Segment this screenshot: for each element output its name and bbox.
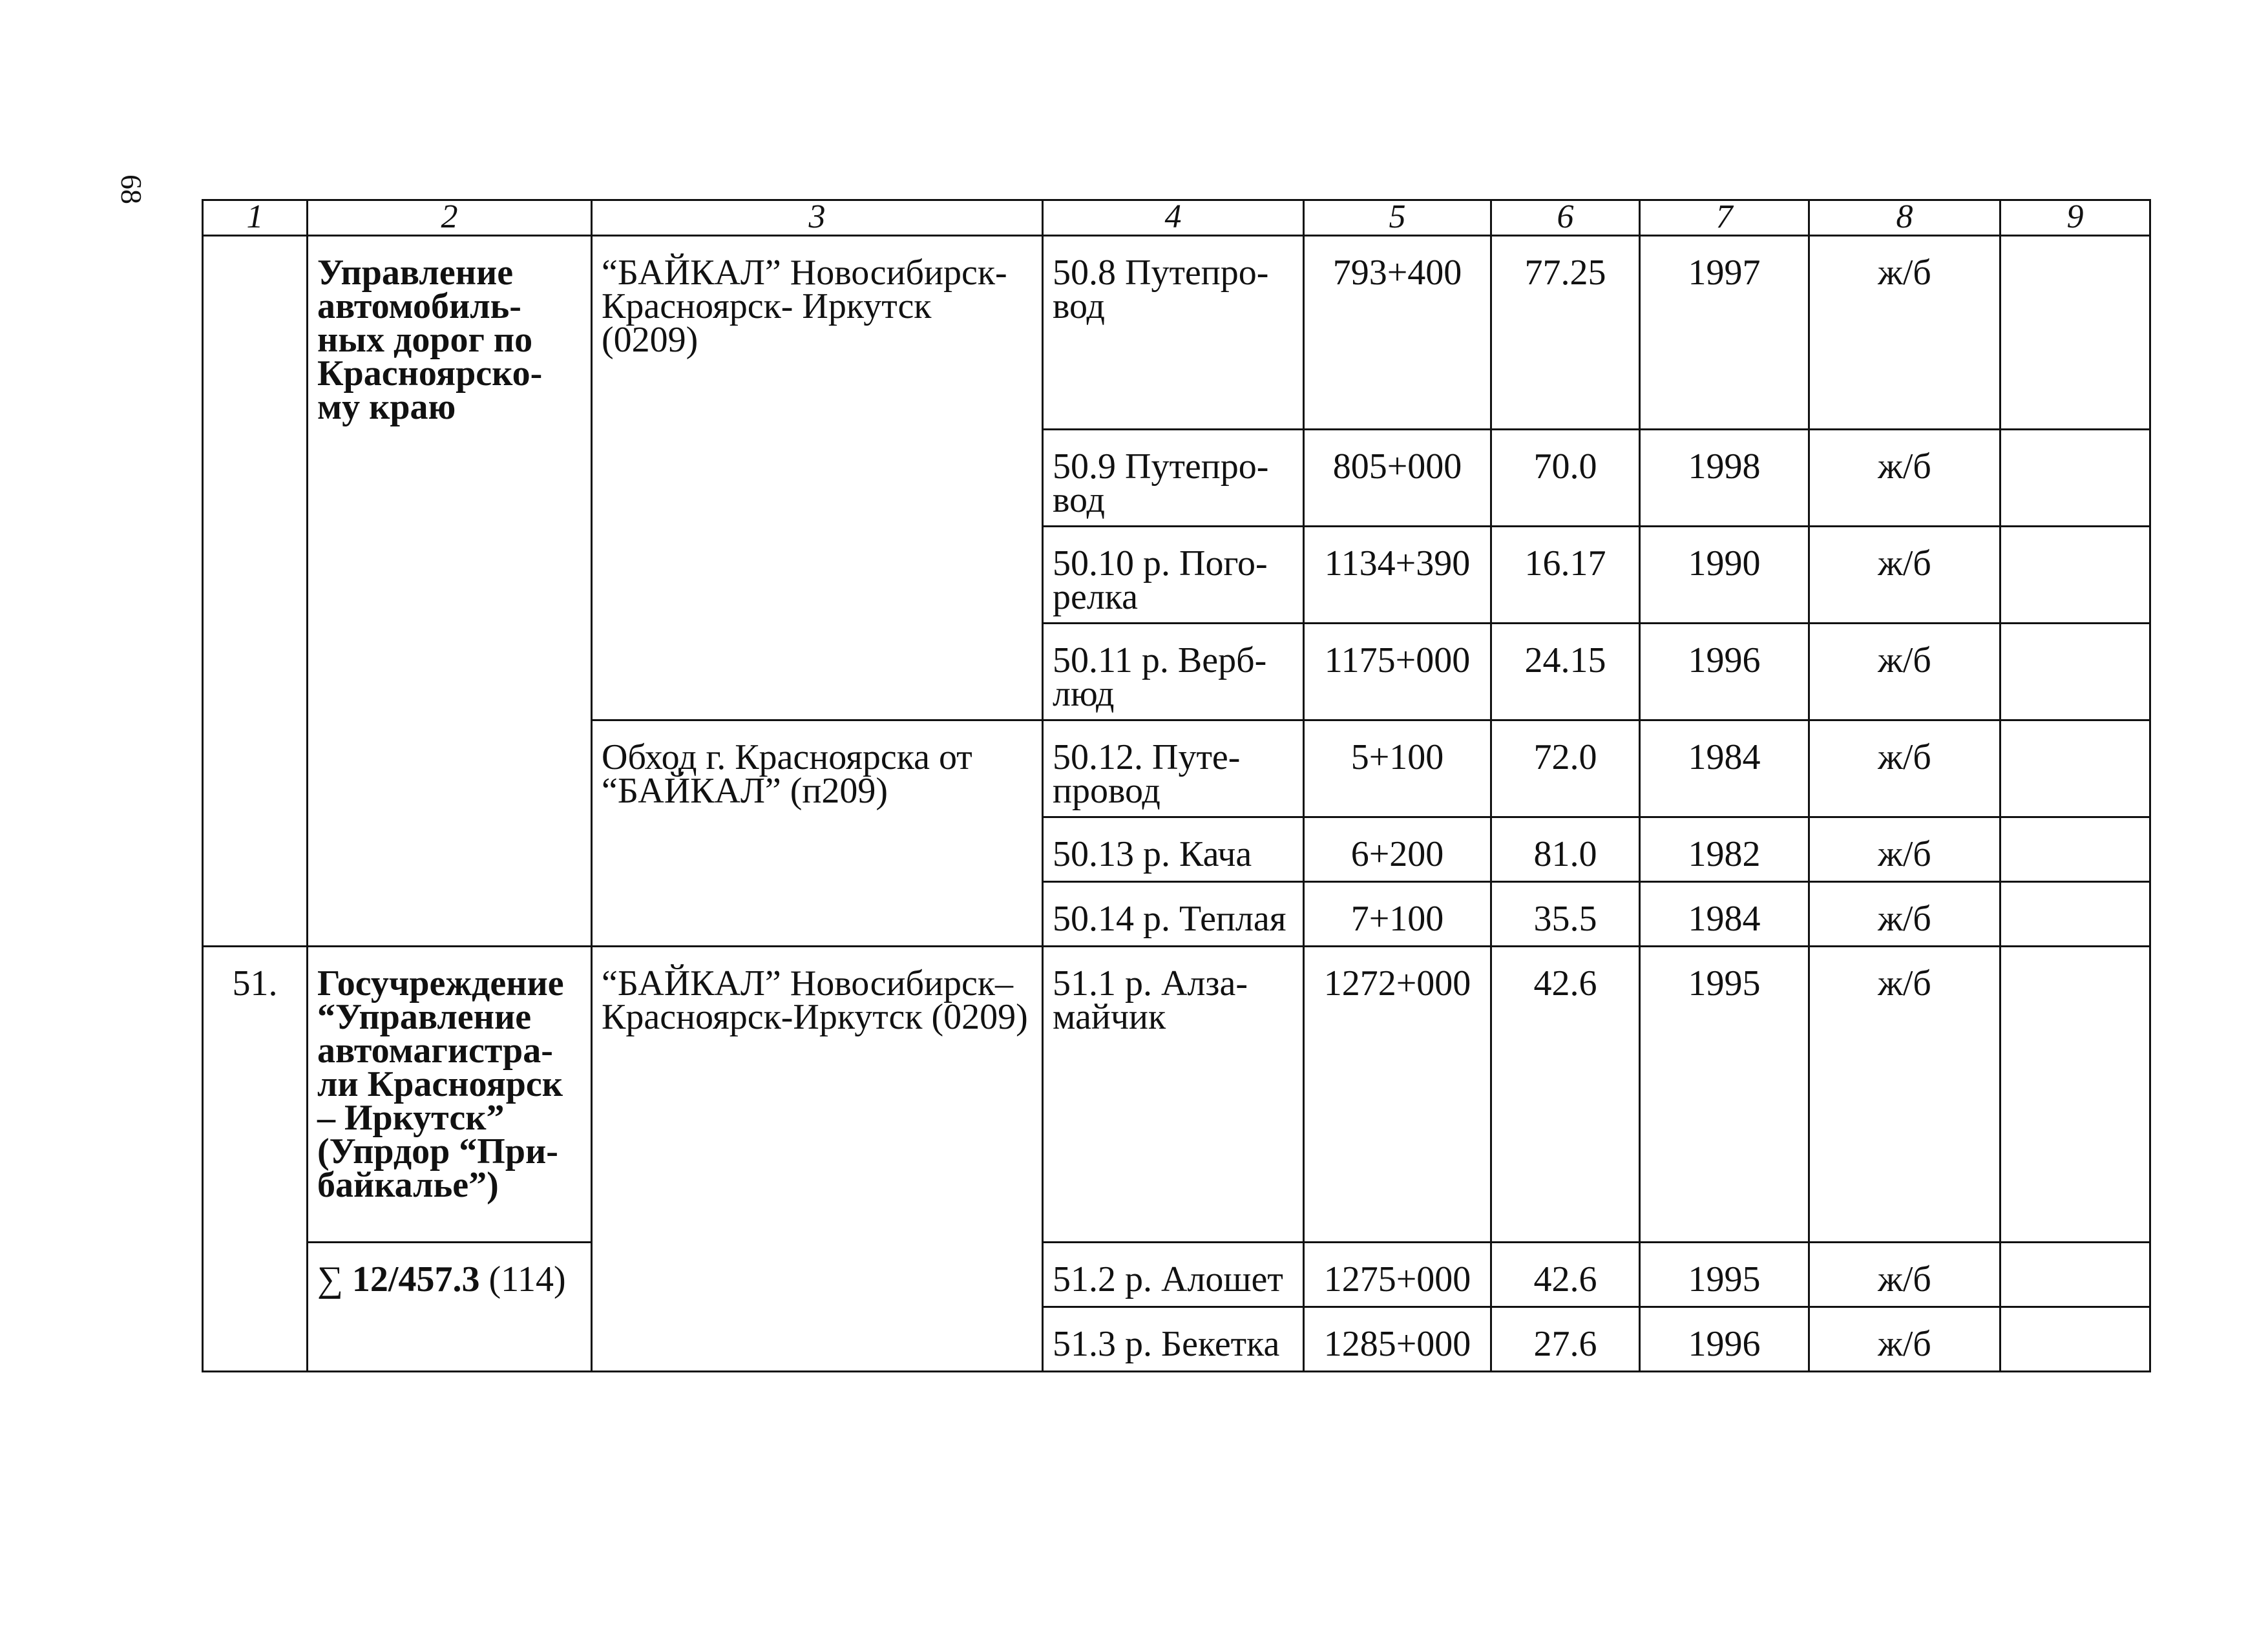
note-value — [2001, 818, 2149, 837]
km-position: 1272+000 — [1323, 963, 1471, 1003]
material-value: ж/б — [1878, 834, 1931, 874]
organization-name: Госучреждение “Управление автомагистра-ли Красноярск – Иркутск” (Упрдор “При-байкалье”) — [317, 963, 564, 1205]
material-value: ж/б — [1878, 963, 1931, 1003]
length-value: 35.5 — [1533, 899, 1597, 939]
note-value — [2001, 1243, 2149, 1263]
length-value: 72.0 — [1533, 737, 1597, 777]
length-value: 24.15 — [1524, 640, 1606, 680]
material-value: ж/б — [1878, 1324, 1931, 1364]
road-name: “БАЙКАЛ” Новосибирск–Красноярск-Иркутск (0209) — [602, 963, 1028, 1037]
road-cell — [592, 720, 1043, 947]
year-value: 1995 — [1688, 1259, 1761, 1299]
year-value: 1998 — [1688, 446, 1761, 487]
note-value — [2001, 947, 2149, 967]
km-position: 7+100 — [1350, 899, 1444, 939]
column-header: 3 — [592, 200, 1043, 236]
row-number-cell — [203, 947, 308, 1372]
table-row — [203, 1243, 2150, 1307]
km-position: 793+400 — [1332, 253, 1462, 293]
length-value: 81.0 — [1533, 834, 1597, 874]
structure-name: 50.13 р. Кача — [1053, 834, 1252, 874]
note-value — [2001, 430, 2149, 450]
page-number: 68 — [115, 174, 148, 204]
structure-name: 50.10 р. Пого-релка — [1053, 543, 1268, 617]
note-value — [2001, 721, 2149, 740]
column-header: 7 — [1640, 200, 1809, 236]
km-position: 5+100 — [1350, 737, 1444, 777]
structure-name: 50.9 Путепро-вод — [1053, 446, 1269, 520]
road-name: Обход г. Красноярска от “БАЙКАЛ” (п209) — [602, 737, 972, 811]
structure-name: 51.1 р. Алза-майчик — [1053, 963, 1248, 1037]
summary-count: 12/457.3 — [352, 1259, 480, 1299]
structure-name: 51.3 р. Бекетка — [1053, 1324, 1280, 1364]
note-value — [2001, 883, 2149, 902]
length-value: 16.17 — [1524, 543, 1606, 583]
column-number-header — [203, 200, 2150, 236]
length-value: 42.6 — [1533, 963, 1597, 1003]
material-value: ж/б — [1878, 899, 1931, 939]
year-value: 1996 — [1688, 640, 1761, 680]
length-value: 70.0 — [1533, 446, 1597, 487]
column-header: 4 — [1043, 200, 1304, 236]
km-position: 1175+000 — [1324, 640, 1471, 680]
material-value: ж/б — [1878, 640, 1931, 680]
structure-name: 50.11 р. Верб-люд — [1053, 640, 1267, 714]
bridges-table — [202, 199, 2151, 1372]
note-value — [2001, 1308, 2149, 1327]
year-value: 1995 — [1688, 963, 1761, 1003]
year-value: 1984 — [1688, 899, 1761, 939]
year-value: 1984 — [1688, 737, 1761, 777]
km-position: 1285+000 — [1323, 1324, 1471, 1364]
column-header: 6 — [1491, 200, 1640, 236]
row-number-cell — [203, 236, 308, 947]
row-number: 51. — [232, 963, 278, 1003]
structure-name: 50.12. Путе-провод — [1053, 737, 1241, 811]
column-header: 9 — [2000, 200, 2150, 236]
km-position: 6+200 — [1350, 834, 1444, 874]
table-row — [203, 236, 2150, 430]
organization-name: Управление автомобиль-ных дорог по Красноярско-му краю — [317, 253, 543, 427]
year-value: 1996 — [1688, 1324, 1761, 1364]
year-value: 1982 — [1688, 834, 1761, 874]
year-value: 1997 — [1688, 253, 1761, 293]
road-name: “БАЙКАЛ” Новосибирск-Красноярск- Иркутск (0209) — [602, 253, 1007, 360]
material-value: ж/б — [1878, 446, 1931, 487]
summary-cell — [308, 1243, 592, 1372]
km-position: 1134+390 — [1324, 543, 1471, 583]
material-value: ж/б — [1878, 253, 1931, 293]
structure-name: 50.14 р. Теплая — [1053, 899, 1286, 939]
organization-cell — [308, 947, 592, 1243]
column-header: 1 — [203, 200, 308, 236]
note-value — [2001, 236, 2149, 256]
note-value — [2001, 624, 2149, 644]
structure-name: 51.2 р. Алошет — [1053, 1259, 1283, 1299]
km-position: 805+000 — [1332, 446, 1462, 487]
road-cell — [592, 947, 1043, 1372]
length-value: 77.25 — [1524, 253, 1606, 293]
table-row — [203, 947, 2150, 1243]
note-value — [2001, 527, 2149, 547]
material-value: ж/б — [1878, 1259, 1931, 1299]
column-header: 2 — [308, 200, 592, 236]
sigma-symbol: ∑ — [317, 1259, 343, 1299]
km-position: 1275+000 — [1323, 1259, 1471, 1299]
material-value: ж/б — [1878, 543, 1931, 583]
length-value: 42.6 — [1533, 1259, 1597, 1299]
summary-total — [308, 1243, 591, 1299]
column-header: 8 — [1809, 200, 2000, 236]
structure-name: 50.8 Путепро-вод — [1053, 253, 1269, 326]
material-value: ж/б — [1878, 737, 1931, 777]
organization-cell — [308, 236, 592, 947]
road-cell — [592, 236, 1043, 720]
year-value: 1990 — [1688, 543, 1761, 583]
summary-note: (114) — [479, 1259, 566, 1299]
length-value: 27.6 — [1533, 1324, 1597, 1364]
column-header: 5 — [1304, 200, 1491, 236]
